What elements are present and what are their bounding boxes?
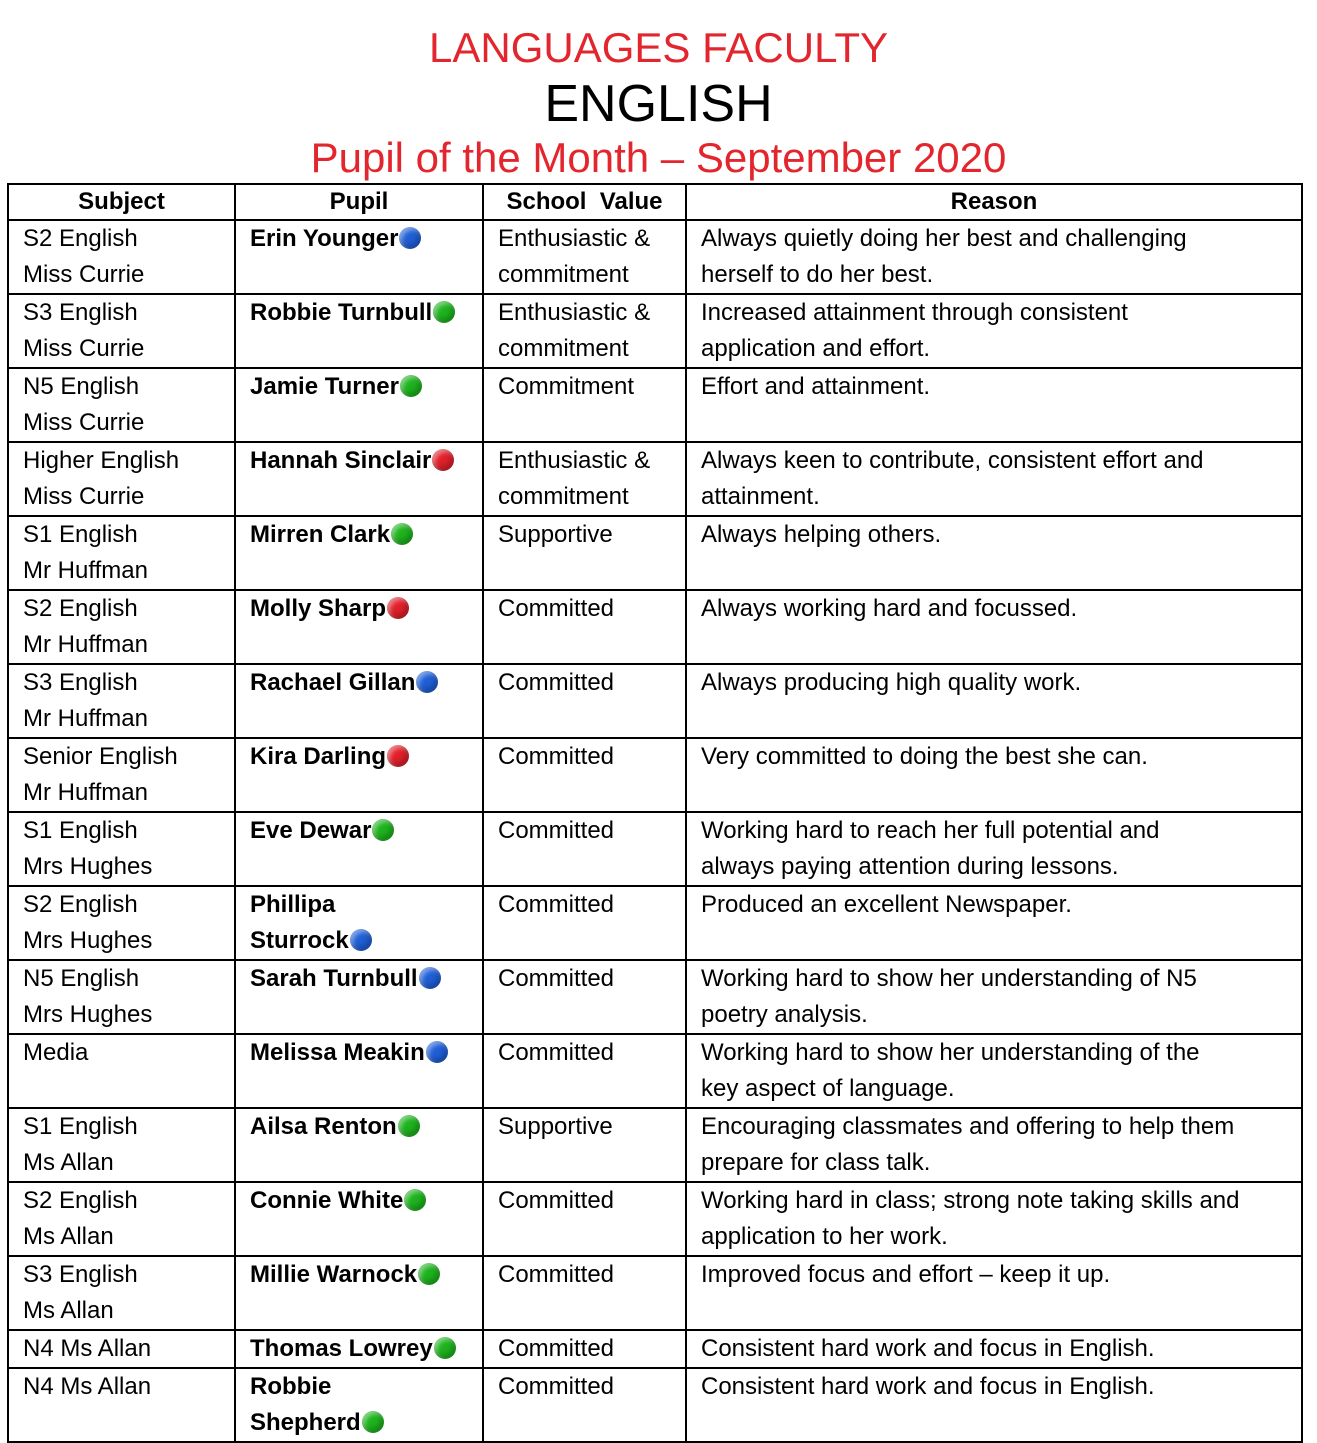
subject-text: Miss Currie [23,483,145,510]
school-value-cell [483,812,686,886]
page-title: Pupil of the Month – September 2020 [310,134,1007,181]
pupil-name: Millie Warnock [250,1261,418,1288]
subject-cell [8,1108,235,1182]
green-circle-icon [400,375,422,397]
school-value-cell [483,294,686,368]
school-value-text: Committed [498,595,615,622]
subject-text: S3 English [23,1261,138,1288]
reason-text: Effort and attainment. [701,373,931,400]
pupil-cell [235,960,483,1034]
blue-circle-icon [399,227,421,249]
subject-cell [8,220,235,294]
green-circle-icon [418,1263,440,1285]
school-value-cell [483,960,686,1034]
subject-cell [8,1256,235,1330]
subject-text: Ms Allan [23,1297,114,1324]
pupil-cell [235,590,483,664]
reason-cell [686,1256,1302,1330]
pupil-cell [235,738,483,812]
reason-cell [686,220,1302,294]
reason-text: key aspect of language. [701,1075,955,1102]
reason-cell [686,664,1302,738]
pupil-of-month-table [7,183,1303,1443]
reason-text: Increased attainment through consistent [701,299,1128,326]
pupil-cell [235,1368,483,1442]
school-value-cell [483,1368,686,1442]
subject-text: S3 English [23,669,138,696]
subject-text: S1 English [23,817,138,844]
pupil-name: Kira Darling [250,743,387,770]
school-value-cell [483,442,686,516]
school-value-cell [483,1182,686,1256]
reason-text: Produced an excellent Newspaper. [701,891,1072,918]
school-value-cell [483,738,686,812]
subject-text: Mrs Hughes [23,1001,153,1028]
pupil-name: Sturrock [250,927,349,954]
subject-cell [8,738,235,812]
subject-cell [8,516,235,590]
school-value-text: Commitment [498,373,635,400]
pupil-cell [235,1182,483,1256]
school-value-cell [483,220,686,294]
reason-text: Always keen to contribute, consistent effort and [701,447,1204,474]
green-circle-icon [372,819,394,841]
table-row [8,442,1302,516]
school-value-cell [483,368,686,442]
subject-cell [8,442,235,516]
column-header-pupil: Pupil [235,184,483,220]
pupil-cell [235,368,483,442]
school-value-text: Committed [498,1261,615,1288]
pupil-cell [235,442,483,516]
blue-circle-icon [350,929,372,951]
red-circle-icon [387,597,409,619]
pupil-cell [235,516,483,590]
subject-text: N5 English [23,965,140,992]
school-value-text: Committed [498,669,615,696]
school-value-text: Committed [498,743,615,770]
subject-text: Mrs Hughes [23,927,153,954]
reason-text: Always working hard and focussed. [701,595,1078,622]
table-header-row [8,184,1302,220]
pupil-cell [235,294,483,368]
pupil-cell [235,812,483,886]
pupil-cell [235,886,483,960]
subject-cell [8,368,235,442]
red-circle-icon [432,449,454,471]
subject-text: N4 Ms Allan [23,1335,152,1362]
school-value-cell [483,1108,686,1182]
column-header-subject: Subject [8,184,235,220]
pupil-name: Ailsa Renton [250,1113,397,1140]
reason-cell [686,812,1302,886]
table-row [8,516,1302,590]
pupil-name: Phillipa [250,891,336,918]
reason-text: Always helping others. [701,521,942,548]
table-row [8,368,1302,442]
subject-cell [8,1034,235,1108]
reason-text: Consistent hard work and focus in English. [701,1373,1155,1400]
school-value-text: Committed [498,1373,615,1400]
subject-text: S2 English [23,891,138,918]
school-value-text: Committed [498,891,615,918]
subject-text: Ms Allan [23,1149,114,1176]
subject-heading: ENGLISH [544,75,773,133]
school-value-cell [483,886,686,960]
subject-text: S2 English [23,1187,138,1214]
reason-cell [686,442,1302,516]
red-circle-icon [387,745,409,767]
green-circle-icon [433,301,455,323]
pupil-name: Eve Dewar [250,817,372,844]
table-row [8,1256,1302,1330]
subject-cell [8,1330,235,1368]
pupil-name: Robbie Turnbull [250,299,433,326]
subject-cell [8,812,235,886]
subject-text: Mr Huffman [23,557,148,584]
reason-text: application and effort. [701,335,931,362]
green-circle-icon [391,523,413,545]
subject-text: Senior English [23,743,178,770]
school-value-text: Supportive [498,1113,613,1140]
reason-text: Consistent hard work and focus in English. [701,1335,1155,1362]
pupil-cell [235,1256,483,1330]
reason-text: attainment. [701,483,820,510]
reason-cell [686,960,1302,1034]
table-row [8,1330,1302,1368]
faculty-heading: LANGUAGES FACULTY [428,24,888,71]
pupil-name: Connie White [250,1187,404,1214]
reason-cell [686,368,1302,442]
school-value-text: Committed [498,965,615,992]
table-body [8,220,1302,1442]
pupil-name: Thomas Lowrey [250,1335,433,1362]
school-value-text: Enthusiastic & [498,225,651,252]
pupil-cell [235,1034,483,1108]
reason-text: application to her work. [701,1223,948,1250]
subject-cell [8,960,235,1034]
reason-cell [686,1368,1302,1442]
school-value-text: commitment [498,261,629,288]
reason-text: always paying attention during lessons. [701,853,1119,880]
school-value-text: Committed [498,817,615,844]
subject-text: Miss Currie [23,409,145,436]
table-row [8,812,1302,886]
pupil-name: Robbie [250,1373,332,1400]
table-row [8,886,1302,960]
column-header-school-value: School Value [483,184,686,220]
school-value-cell [483,664,686,738]
reason-text: Always quietly doing her best and challenging [701,225,1187,252]
school-value-text: Committed [498,1335,615,1362]
pupil-name: Molly Sharp [250,595,387,622]
subject-text: Mr Huffman [23,631,148,658]
school-value-cell [483,590,686,664]
table-row [8,960,1302,1034]
table-row [8,1108,1302,1182]
reason-cell [686,1108,1302,1182]
table-row [8,294,1302,368]
school-value-text: commitment [498,483,629,510]
subject-text: S1 English [23,521,138,548]
pupil-name: Shepherd [250,1409,361,1436]
reason-text: Very committed to doing the best she can. [701,743,1148,770]
reason-text: herself to do her best. [701,261,934,288]
blue-circle-icon [419,967,441,989]
table-row [8,590,1302,664]
pupil-cell [235,1330,483,1368]
school-value-text: Committed [498,1187,615,1214]
pupil-name: Rachael Gillan [250,669,416,696]
subject-text: Mrs Hughes [23,853,153,880]
reason-cell [686,590,1302,664]
table-row [8,738,1302,812]
subject-cell [8,886,235,960]
school-value-cell [483,1034,686,1108]
blue-circle-icon [416,671,438,693]
school-value-cell [483,1256,686,1330]
green-circle-icon [362,1411,384,1433]
school-value-text: Enthusiastic & [498,299,651,326]
subject-text: Miss Currie [23,335,145,362]
subject-cell [8,664,235,738]
subject-text: S3 English [23,299,138,326]
reason-text: Always producing high quality work. [701,669,1082,696]
reason-cell [686,1330,1302,1368]
green-circle-icon [434,1337,456,1359]
pupil-name: Melissa Meakin [250,1039,425,1066]
column-header-reason: Reason [686,184,1302,220]
reason-cell [686,1034,1302,1108]
subject-text: Mr Huffman [23,779,148,806]
reason-text: poetry analysis. [701,1001,868,1028]
subject-cell [8,590,235,664]
school-value-text: Enthusiastic & [498,447,651,474]
reason-text: prepare for class talk. [701,1149,931,1176]
reason-cell [686,886,1302,960]
pupil-cell [235,664,483,738]
reason-cell [686,738,1302,812]
pupil-name: Mirren Clark [250,521,391,548]
reason-text: Encouraging classmates and offering to help them [701,1113,1235,1140]
school-value-text: Supportive [498,521,613,548]
subject-text: Miss Currie [23,261,145,288]
subject-text: S2 English [23,595,138,622]
subject-text: N4 Ms Allan [23,1373,152,1400]
table-row [8,1182,1302,1256]
pupil-cell [235,220,483,294]
pupil-name: Sarah Turnbull [250,965,418,992]
pupil-cell [235,1108,483,1182]
reason-cell [686,294,1302,368]
table-row [8,1368,1302,1442]
table-row [8,1034,1302,1108]
subject-text: S2 English [23,225,138,252]
subject-cell [8,1182,235,1256]
reason-text: Working hard to show her understanding of the [701,1039,1200,1066]
reason-text: Working hard to show her understanding of N5 [701,965,1197,992]
table-row [8,220,1302,294]
reason-text: Working hard to reach her full potential and [701,817,1160,844]
reason-text: Working hard in class; strong note taking skills and [701,1187,1240,1214]
reason-cell [686,516,1302,590]
school-value-text: commitment [498,335,629,362]
subject-cell [8,294,235,368]
school-value-cell [483,516,686,590]
pupil-name: Hannah Sinclair [250,447,432,474]
green-circle-icon [404,1189,426,1211]
school-value-text: Committed [498,1039,615,1066]
pupil-name: Jamie Turner [250,373,399,400]
subject-text: Media [23,1039,89,1066]
school-value-cell [483,1330,686,1368]
subject-text: Higher English [23,447,180,474]
reason-cell [686,1182,1302,1256]
subject-text: S1 English [23,1113,138,1140]
subject-text: N5 English [23,373,140,400]
green-circle-icon [398,1115,420,1137]
pupil-name: Erin Younger [250,225,399,252]
blue-circle-icon [426,1041,448,1063]
subject-text: Ms Allan [23,1223,114,1250]
subject-cell [8,1368,235,1442]
reason-text: Improved focus and effort – keep it up. [701,1261,1111,1288]
table-row [8,664,1302,738]
subject-text: Mr Huffman [23,705,148,732]
